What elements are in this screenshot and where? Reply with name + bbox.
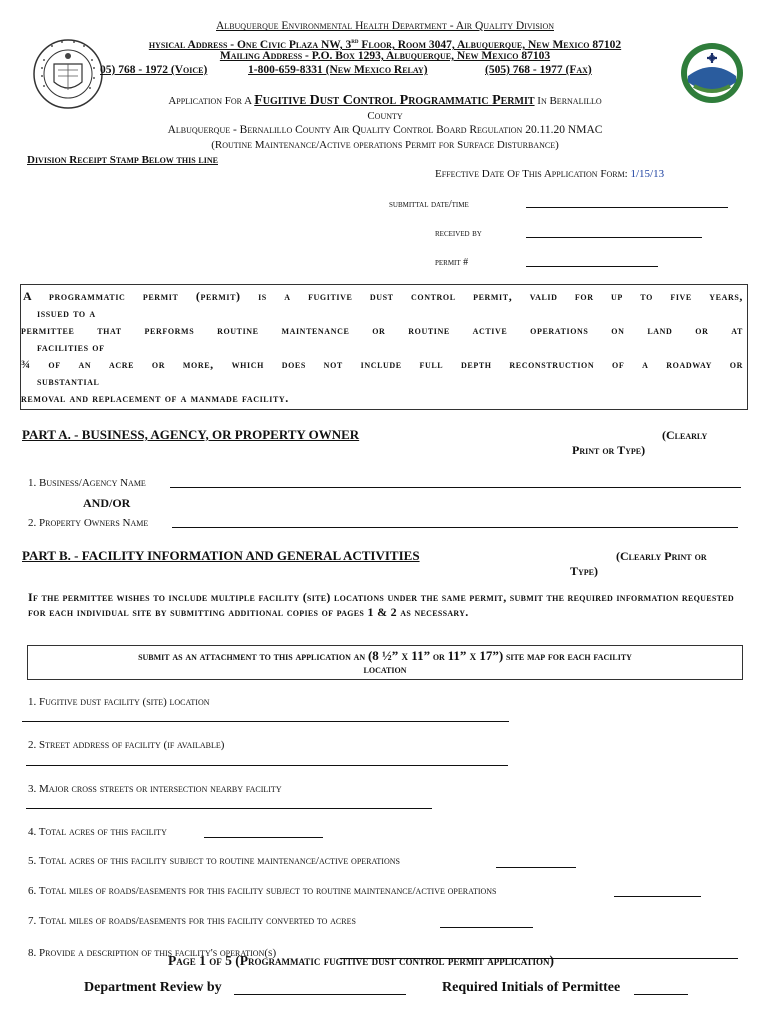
notice-line-1: A programmatic permit (permit) is a fugitive dust control permit, valid for up to five years, — [23, 289, 743, 303]
mailing-address: Mailing Address - P.O. Box 1293, Albuquerque, New Mexico 87103 — [219, 50, 551, 62]
question-2-field[interactable] — [26, 765, 508, 766]
attachment-line-2: location — [363, 664, 407, 676]
question-6-label: 6. Total miles of roads/easements for this facility subject to routine maintenance/active operations — [28, 885, 497, 897]
department-review-field[interactable] — [234, 994, 406, 995]
notice-line-5: ¾ of an acre or more, which does not include full depth reconstruction of a roadway or — [21, 357, 743, 371]
relay-phone: 1-800-659-8331 (New Mexico Relay) — [248, 64, 428, 76]
permit-number-label: permit # — [435, 257, 469, 268]
receipt-stamp-label: Division Receipt Stamp Below this line — [27, 154, 218, 166]
question-2-label: 2. Street address of facility (if available) — [28, 739, 225, 751]
question-8-label: 8. Provide a description of this facility's operation(s) — [28, 947, 277, 959]
page-footer: Page 1 of 5 (Programmatic fugitive dust control permit application) — [168, 953, 555, 968]
part-a-note: (Clearly — [662, 428, 708, 442]
received-by-field[interactable] — [526, 237, 702, 238]
multi-site-instructions: If the permittee wishes to include multiple facility (site) locations under the same permit, submit the required information requested for each individual site by submitting additional copies of pages 1 & 2 as necessary. — [28, 590, 734, 619]
attachment-line-1: submit as an attachment to this application an (8 ½” x 11” or 11” x 17”) site map for each facility — [138, 648, 632, 663]
question-3-field[interactable] — [26, 808, 432, 809]
submittal-date-label: submittal date/time — [389, 199, 469, 210]
physical-address: hysical Address - One Civic Plaza NW, 3rd Floor, Room 3047, Albuquerque, New Mexico 87102 — [148, 37, 622, 51]
question-1-field[interactable] — [22, 721, 509, 722]
notice-line-4: facilities of — [37, 340, 105, 354]
department-review-label: Department Review by — [84, 980, 222, 995]
notice-line-6: substantial — [37, 374, 100, 388]
permit-number-field[interactable] — [526, 266, 658, 267]
question-3-label: 3. Major cross streets or intersection nearby facility — [28, 783, 282, 795]
permittee-initials-label: Required Initials of Permittee — [442, 980, 621, 995]
owner-name-field[interactable] — [172, 527, 738, 528]
title-county: County — [367, 110, 403, 122]
question-4-label: 4. Total acres of this facility — [28, 826, 167, 838]
effective-date: Effective Date Of This Application Form: 1/15/13 — [435, 168, 665, 180]
permittee-initials-field[interactable] — [634, 994, 688, 995]
county-seal-logo — [680, 42, 744, 104]
notice-line-7: removal and replacement of a manmade facility. — [21, 391, 289, 405]
notice-line-2: issued to a — [37, 306, 96, 320]
part-a-note-2: Print or Type) — [572, 443, 646, 457]
and-or-label: AND/OR — [83, 496, 131, 510]
notice-line-3: permittee that performs routine maintenance or routine active operations on land or at — [21, 323, 743, 337]
owner-name-label: 2. Property Owners Name — [28, 517, 149, 529]
business-name-field[interactable] — [170, 487, 741, 488]
question-7-field[interactable] — [440, 927, 533, 928]
question-4-field[interactable] — [204, 837, 323, 838]
part-b-note-2: Type) — [570, 564, 598, 578]
form-subtitle: (Routine Maintenance/Active operations Permit for Surface Disturbance) — [211, 139, 559, 151]
part-a-title: PART A. - BUSINESS, AGENCY, OR PROPERTY OWNER — [22, 427, 360, 442]
part-b-title: PART B. - FACILITY INFORMATION AND GENERAL ACTIVITIES — [22, 548, 420, 563]
question-1-label: 1. Fugitive dust facility (site) location — [28, 696, 210, 708]
site-map-attachment-box — [27, 645, 743, 680]
fax-phone: (505) 768 - 1977 (Fax) — [485, 64, 592, 76]
form-title: Application For A Fugitive Dust Control Programmatic Permit In Bernalillo — [168, 93, 602, 108]
question-5-label: 5. Total acres of this facility subject to routine maintenance/active operations — [28, 855, 400, 867]
question-5-field[interactable] — [496, 867, 576, 868]
business-name-label: 1. Business/Agency Name — [28, 477, 146, 489]
question-6-field[interactable] — [614, 896, 701, 897]
city-seal-logo — [32, 36, 104, 112]
voice-phone: 05) 768 - 1972 (Voice) — [100, 64, 208, 76]
regulation: Albuquerque - Bernalillo County Air Quality Control Board Regulation 20.11.20 NMAC — [167, 124, 603, 136]
question-7-label: 7. Total miles of roads/easements for this facility converted to acres — [28, 915, 356, 927]
submittal-date-field[interactable] — [526, 207, 728, 208]
department-name: Albuquerque Environmental Health Department - Air Quality Division — [216, 20, 554, 32]
permit-definition-box — [20, 284, 748, 410]
part-b-note: (Clearly Print or — [616, 549, 707, 563]
received-by-label: received by — [435, 228, 482, 239]
